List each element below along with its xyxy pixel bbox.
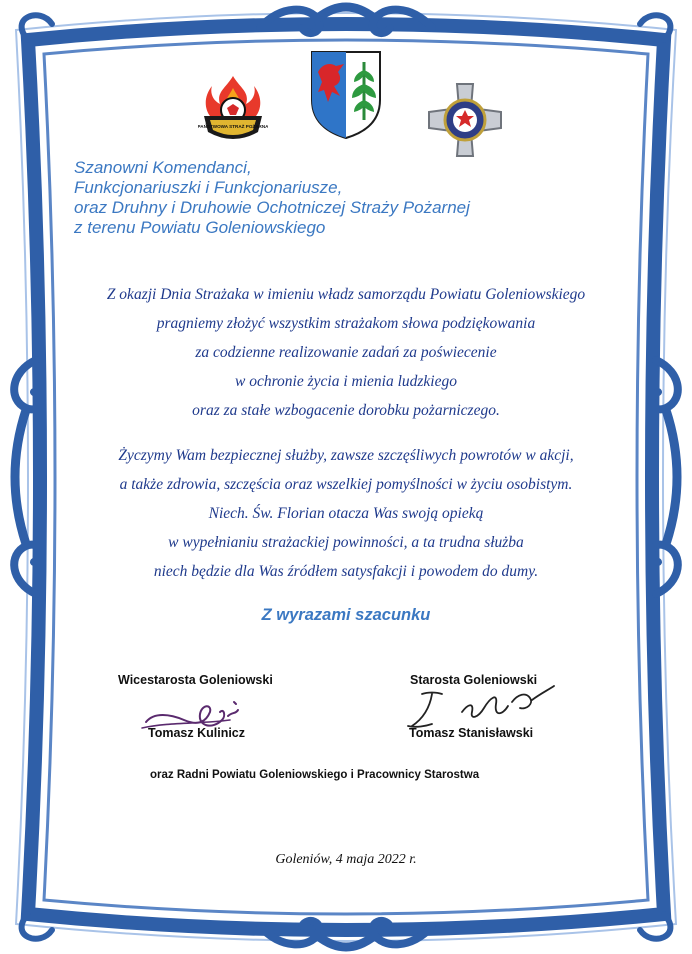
right-signatory-name: Tomasz Stanisławski [409, 726, 534, 740]
paragraph-line: Życzymy Wam bezpiecznej służby, zawsze szczęśliwych powrotów w akcji, [118, 447, 574, 464]
emblem-text: PAŃSTWOWA STRAŻ POŻARNA [198, 124, 268, 129]
left-signatory-title: Wicestarosta Goleniowski [118, 673, 273, 687]
paragraph-line: oraz za stałe wzbogacenie dorobku pożarniczego. [192, 402, 500, 419]
paragraph-line: w wypełnianiu strażackiej powinności, a ta trudna służba [168, 534, 524, 551]
paragraph-line: Niech. Św. Florian otacza Was swoją opieką [208, 505, 484, 522]
right-signatory-title: Starosta Goleniowski [410, 673, 538, 687]
greeting-line: Szanowni Komendanci, [74, 158, 252, 177]
greeting-line: Funkcjonariuszki i Funkcjonariusze, [74, 178, 343, 197]
date-line: Goleniów, 4 maja 2022 r. [275, 852, 417, 867]
closing-phrase: Z wyrazami szacunku [261, 606, 431, 624]
paragraph-line: pragniemy złożyć wszystkim strażakom słowa podziękowania [156, 315, 536, 332]
footer-line: oraz Radni Powiatu Goleniowskiego i Pracownicy Starostwa [150, 769, 480, 781]
thanks-paragraph [40, 280, 652, 425]
greeting-line: z terenu Powiatu Goleniowskiego [74, 218, 326, 237]
paragraph-line: za codzienne realizowanie zadań za poświecenie [195, 344, 497, 361]
fire-service-emblem-icon [198, 74, 268, 146]
volunteer-fire-brigade-cross-icon [427, 82, 503, 158]
greeting-block [74, 158, 614, 238]
greeting-line: oraz Druhny i Druhowie Ochotniczej Straży Pożarnej [74, 198, 470, 217]
paragraph-line: Z okazji Dnia Strażaka w imieniu władz samorządu Powiatu Goleniowskiego [106, 286, 586, 303]
paragraph-line: a także zdrowia, szczęścia oraz wszelkiej pomyślności w życiu osobistym. [119, 476, 573, 493]
left-signatory-name: Tomasz Kulinicz [148, 726, 246, 740]
wishes-paragraph [40, 441, 652, 586]
paragraph-line: w ochronie życia i mienia ludzkiego [235, 373, 457, 390]
paragraph-line: niech będzie dla Was źródłem satysfakcji i powodem do dumy. [153, 563, 539, 580]
county-coat-of-arms-icon [310, 50, 382, 140]
